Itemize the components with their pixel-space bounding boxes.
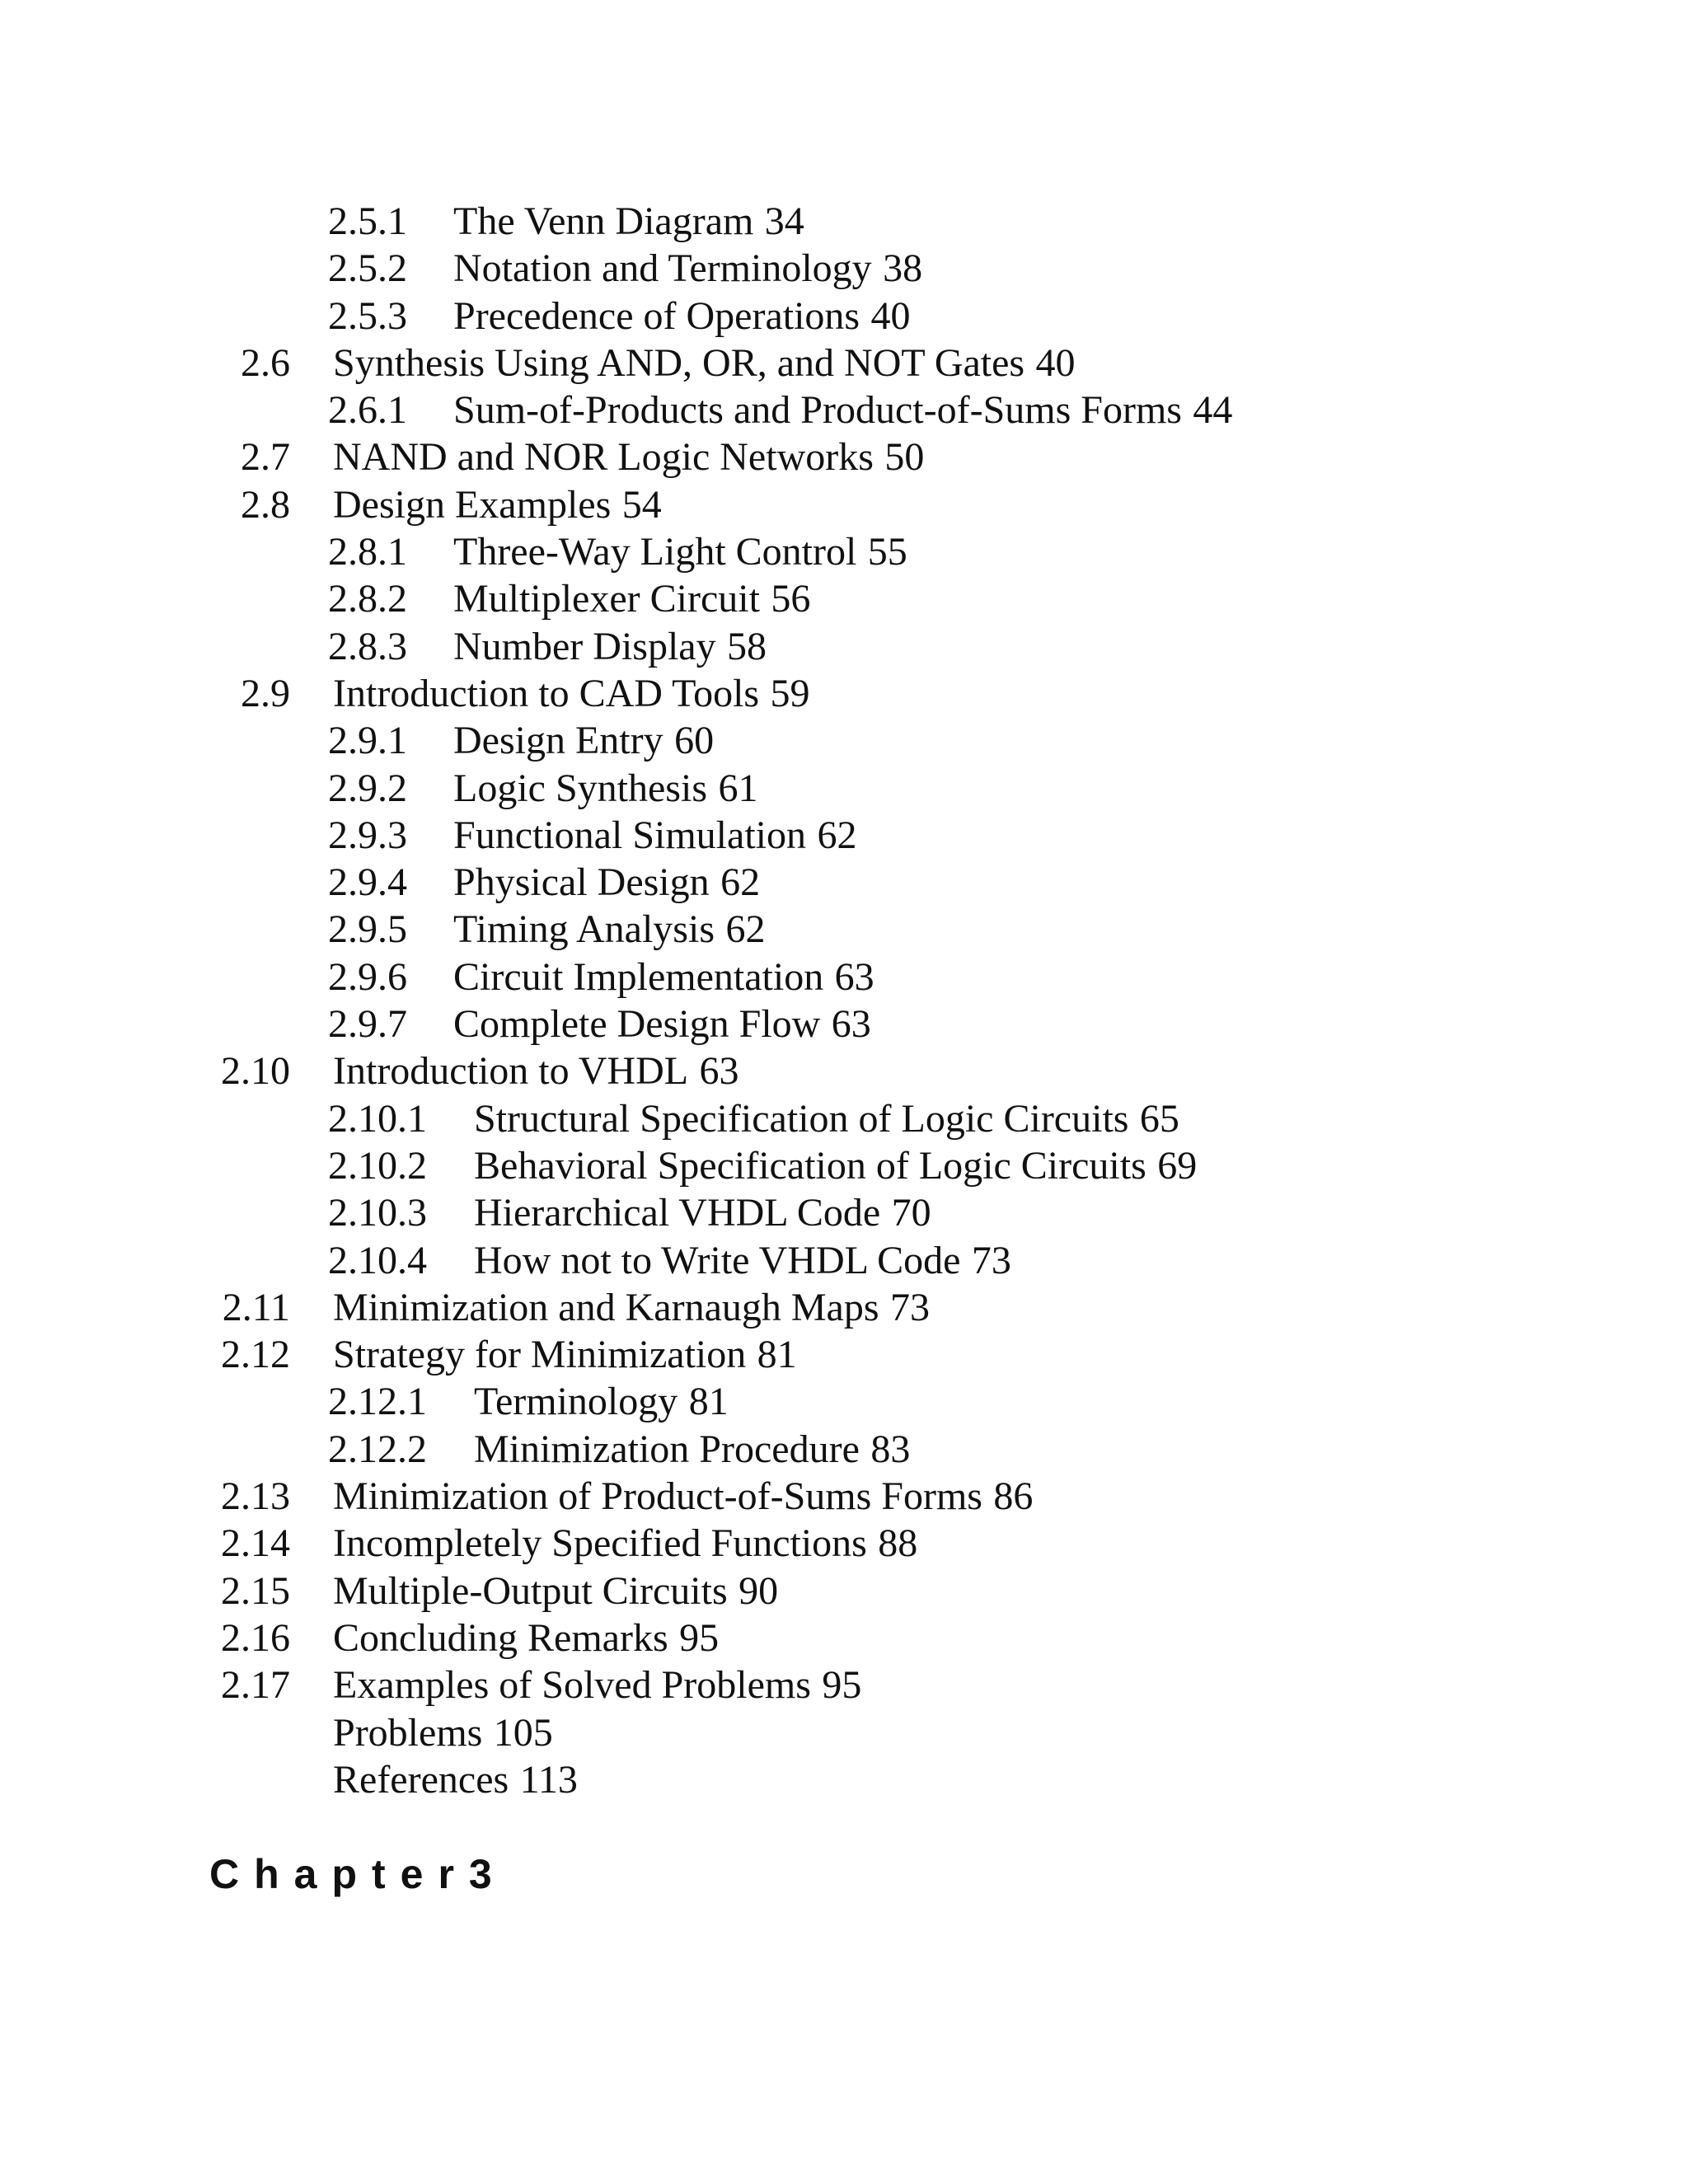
toc-entry [0,1001,1688,1047]
toc-section-title: Circuit Implementation [453,954,824,999]
toc-page-number: 50 [884,435,925,480]
toc-page-number: 65 [1139,1096,1179,1141]
toc-page-number: 58 [727,624,767,668]
toc-title-group [333,1520,917,1567]
toc-section-number: 2.6 [241,340,290,385]
toc-section-title: Notation and Terminology [453,246,872,291]
toc-entry [0,906,1688,953]
toc-page-number: 62 [720,860,761,905]
toc-section-title: Sum-of-Products and Product-of-Sums Forms [453,388,1182,433]
toc-page-number: 38 [883,246,923,291]
toc-title-group [333,434,924,480]
toc-title-group [453,528,907,575]
toc-page-number: 105 [493,1710,553,1755]
toc-section-number: 2.10.4 [328,1238,427,1282]
toc-title-group [453,198,804,245]
toc-entry [0,1709,1688,1756]
toc-entry [0,481,1688,528]
toc-section-number: 2.9.3 [328,813,407,857]
toc-title-group [333,340,1076,387]
toc-section-number: 2.6.1 [328,388,407,433]
toc-section-title: Hierarchical VHDL Code [474,1191,881,1235]
toc-title-group [333,1756,578,1803]
toc-entry [0,575,1688,622]
toc-section-number: 2.9.6 [328,954,407,999]
toc-section-number: 2.10 [221,1049,290,1094]
toc-section-number: 2.14 [221,1521,290,1566]
toc-section-number: 2.17 [221,1663,290,1708]
toc-page-number: 83 [870,1427,911,1471]
toc-section-title: Timing Analysis [453,907,715,952]
toc-section-number: 2.5.3 [328,293,407,338]
toc-page-number: 34 [764,199,804,243]
toc-page-number: 81 [688,1380,729,1424]
toc-entry [0,1568,1688,1615]
toc-section-number: 2.8.1 [328,530,407,574]
toc-section-title: Complete Design Flow [453,1002,821,1047]
toc-section-number: 2.8.3 [328,624,407,668]
toc-section-number: 2.9.1 [328,719,407,763]
toc-section-number: 2.11 [222,1285,290,1329]
toc-section-title: Introduction to CAD Tools [333,671,760,715]
toc-section-title: How not to Write VHDL Code [474,1238,961,1282]
toc-title-group [474,1095,1179,1142]
toc-title-group [453,812,856,859]
toc-section-number: 2.10.3 [328,1191,427,1235]
toc-entry [0,812,1688,859]
toc-page-number: 73 [889,1285,930,1329]
toc-page-number: 55 [867,530,907,574]
toc-title-group [474,1237,1011,1284]
toc-section-number: 2.10.1 [328,1096,427,1141]
toc-section-title: Functional Simulation [453,813,806,857]
toc-section-number: 2.9.4 [328,860,407,905]
toc-title-group [333,1331,797,1378]
toc-entry [0,954,1688,1001]
toc-page-number: 63 [834,954,874,999]
toc-section-title: Strategy for Minimization [333,1333,747,1377]
toc-section-number: 2.5.2 [328,246,407,291]
toc-section-title: Introduction to VHDL [333,1049,689,1094]
toc-title-group [474,1189,931,1236]
toc-title-group [453,623,767,670]
toc-title-group [453,859,760,906]
toc-entry [0,1661,1688,1708]
toc-section-title: Logic Synthesis [453,766,707,810]
toc-title-group [333,1615,719,1661]
toc-page-number: 62 [817,813,857,857]
toc-title-group [333,670,810,717]
toc-title-group [453,717,714,764]
toc-entry [0,198,1688,245]
toc-page-number: 73 [971,1238,1011,1282]
toc-entry [0,623,1688,670]
toc-entry [0,1615,1688,1661]
toc-entry [0,340,1688,387]
toc-section-number: 2.9.7 [328,1002,407,1047]
toc-section-title: Physical Design [453,860,710,905]
toc-entry [0,1095,1688,1142]
toc-page-number: 81 [757,1333,797,1377]
toc-title-group [453,293,911,340]
toc-title-group [474,1426,910,1473]
toc-entry [0,717,1688,764]
toc-title-group [333,1709,553,1756]
toc-section-number: 2.7 [241,435,290,480]
toc-page-number: 113 [519,1757,578,1802]
toc-section-number: 2.13 [221,1474,290,1519]
toc-title-group [333,1047,739,1094]
toc-title-group [474,1142,1197,1189]
toc-section-title: Minimization Procedure [474,1427,860,1471]
toc-section-title: Minimization and Karnaugh Maps [333,1285,879,1329]
toc-title-group [333,1473,1033,1520]
toc-section-number: 2.12.1 [328,1380,427,1424]
toc-title-group [453,387,1232,434]
toc-section-title: Design Examples [333,482,612,527]
toc-title-group [453,765,757,812]
toc-entry [0,1378,1688,1425]
toc-section-title: Minimization of Product-of-Sums Forms [333,1474,982,1519]
toc-page-number: 95 [679,1615,720,1660]
toc-section-title: Precedence of Operations [453,293,860,338]
toc-section-title: Terminology [474,1380,678,1424]
toc-title-group [453,245,922,292]
toc-entry [0,1756,1688,1803]
toc-entry [0,1284,1688,1331]
toc-entry [0,1426,1688,1473]
toc-section-title: Examples of Solved Problems [333,1663,811,1708]
toc-entry [0,387,1688,434]
toc-entry [0,1047,1688,1094]
toc-title-group [453,954,874,1001]
toc-title-group [333,1284,930,1331]
toc-page-number: 88 [878,1521,918,1566]
toc-entry [0,245,1688,292]
toc-page-number: 60 [674,719,715,763]
toc-section-title: Incompletely Specified Functions [333,1521,867,1566]
toc-page-number: 61 [718,766,758,810]
toc-title-group [453,906,765,953]
toc-section-number: 2.9.2 [328,766,407,810]
toc-entry [0,434,1688,480]
toc-entry [0,1473,1688,1520]
toc-title-group [333,1568,778,1615]
toc-page-number: 44 [1193,388,1233,433]
toc-section-title: Synthesis Using AND, OR, and NOT Gates [333,340,1025,385]
table-of-contents [0,198,1688,1803]
toc-section-title: References [333,1757,509,1802]
toc-title-group [453,575,810,622]
toc-page-number: 59 [770,671,810,715]
toc-section-title: Behavioral Specification of Logic Circuits [474,1143,1146,1188]
toc-section-title: Design Entry [453,719,663,763]
toc-entry [0,765,1688,812]
toc-section-number: 2.9 [241,671,290,715]
toc-section-number: 2.15 [221,1568,290,1613]
toc-section-title: Problems [333,1710,483,1755]
toc-section-title: Three-Way Light Control [453,530,857,574]
toc-entry [0,1142,1688,1189]
toc-section-number: 2.8 [241,482,290,527]
toc-page-number: 90 [738,1568,779,1613]
toc-section-title: NAND and NOR Logic Networks [333,435,874,480]
toc-section-number: 2.16 [221,1615,290,1660]
toc-entry [0,528,1688,575]
toc-title-group [333,481,662,528]
toc-title-group [333,1661,861,1708]
toc-page-number: 62 [725,907,766,952]
toc-section-number: 2.12.2 [328,1427,427,1471]
toc-page-number: 69 [1157,1143,1198,1188]
toc-page-number: 86 [993,1474,1034,1519]
toc-page-number: 40 [870,293,911,338]
toc-title-group [474,1378,729,1425]
toc-section-number: 2.9.5 [328,907,407,952]
toc-page-number: 63 [699,1049,739,1094]
toc-page-number: 54 [621,482,662,527]
toc-entry [0,1331,1688,1378]
toc-title-group [453,1001,871,1047]
toc-section-title: Structural Specification of Logic Circuits [474,1096,1129,1141]
toc-entry [0,1237,1688,1284]
toc-section-title: Multiplexer Circuit [453,577,760,621]
toc-section-number: 2.5.1 [328,199,407,243]
toc-entry [0,1520,1688,1567]
toc-entry [0,293,1688,340]
chapter-heading: Chapter3 [209,1851,507,1897]
toc-section-title: Number Display [453,624,716,668]
toc-section-number: 2.10.2 [328,1143,427,1188]
toc-section-title: Multiple-Output Circuits [333,1568,728,1613]
toc-section-number: 2.8.2 [328,577,407,621]
toc-page-number: 95 [822,1663,862,1708]
toc-page-number: 40 [1035,340,1076,385]
toc-page-number: 56 [771,577,811,621]
toc-section-title: Concluding Remarks [333,1615,668,1660]
toc-page-number: 70 [891,1191,931,1235]
toc-entry [0,859,1688,906]
toc-entry [0,670,1688,717]
toc-section-title: The Venn Diagram [453,199,754,243]
toc-entry [0,1189,1688,1236]
toc-page-number: 63 [831,1002,871,1047]
toc-section-number: 2.12 [221,1333,290,1377]
